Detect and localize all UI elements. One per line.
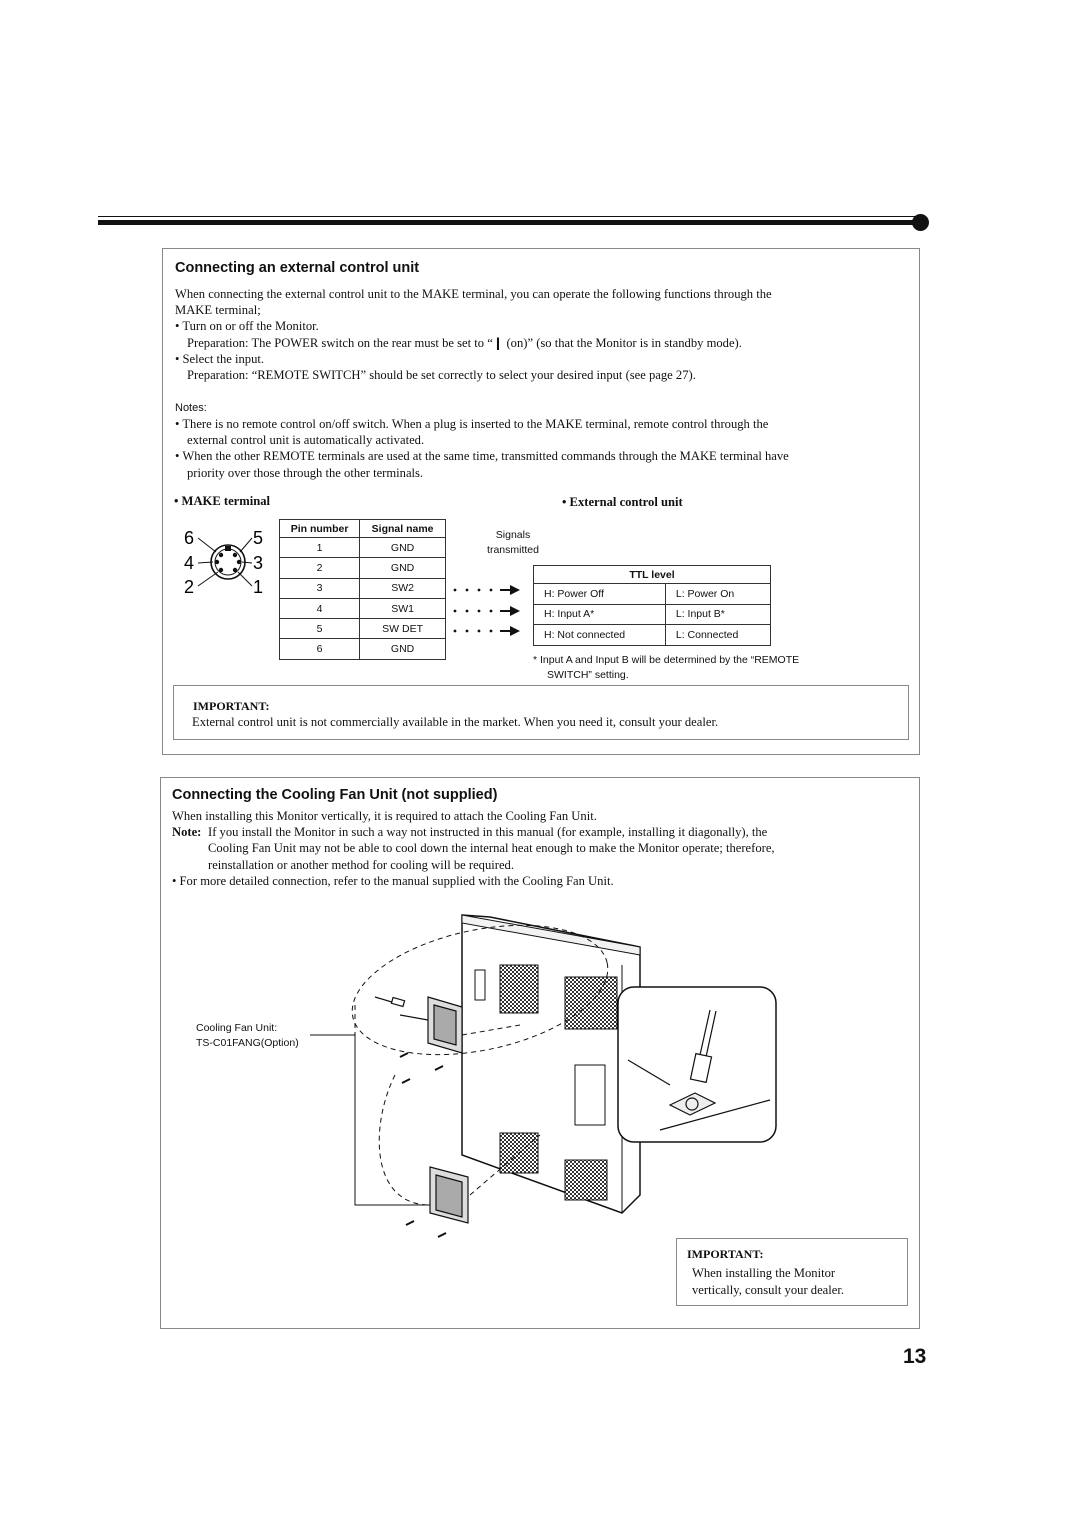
note-line-2: Cooling Fan Unit may not be able to cool down the internal heat enough to make the Monitor operate; therefore, xyxy=(208,841,775,856)
table-row xyxy=(534,584,771,605)
ttl-low-cell: L: Connected xyxy=(665,625,770,646)
note-line-3: reinstallation or another method for cooling will be required. xyxy=(208,857,515,872)
pin-number-header: Pin number xyxy=(280,520,360,538)
external-intro-line-1: When connecting the external control unit to the MAKE terminal, you can operate the following functions through the xyxy=(175,287,772,301)
table-row xyxy=(534,625,771,646)
note-label: Note: xyxy=(172,825,202,840)
pin-number: 6 xyxy=(280,639,360,659)
important-title: IMPORTANT: xyxy=(687,1247,764,1261)
signals-label-line-2: transmitted xyxy=(487,544,539,556)
table-row xyxy=(280,578,446,598)
important-box-external xyxy=(173,685,909,740)
ttl-table-header xyxy=(534,566,771,584)
bullet-turn-on: • Turn on or off the Monitor. xyxy=(175,319,319,334)
connector-digit: 4 xyxy=(184,553,195,573)
table-row xyxy=(280,558,446,578)
signal-name-header: Signal name xyxy=(360,520,446,538)
connector-digit: 2 xyxy=(184,577,195,597)
footnote-line-2: SWITCH” setting. xyxy=(547,669,629,681)
ttl-level-header: TTL level xyxy=(534,566,771,584)
important-text xyxy=(692,1265,844,1298)
external-heading: Connecting an external control unit xyxy=(175,260,420,276)
ttl-high-cell: H: Power Off xyxy=(534,584,666,605)
table-row xyxy=(280,598,446,618)
connector-digit: 3 xyxy=(253,553,264,573)
cooling-bullet: • For more detailed connection, refer to the manual supplied with the Cooling Fan Unit. xyxy=(172,873,614,888)
note-2-line-2: priority over those through the other terminals. xyxy=(187,465,424,480)
external-intro xyxy=(175,286,905,383)
signal-name: SW2 xyxy=(360,578,446,598)
table-row xyxy=(280,639,446,659)
top-rule xyxy=(98,220,926,225)
signal-arrows xyxy=(450,580,530,640)
connector-digit: 6 xyxy=(184,528,195,548)
cooling-text xyxy=(172,808,912,889)
top-rule-dot xyxy=(912,214,929,231)
note-1-line-1: • There is no remote control on/off switch. When a plug is inserted to the MAKE terminal, remote control through the xyxy=(175,417,769,431)
table-row xyxy=(534,604,771,625)
page-number: 13 xyxy=(903,1345,927,1368)
pin-number: 2 xyxy=(280,558,360,578)
external-unit-label: • External control unit xyxy=(562,495,683,509)
signal-name: GND xyxy=(360,639,446,659)
ttl-low-cell: L: Power On xyxy=(665,584,770,605)
note-2-line-1: • When the other REMOTE terminals are used at the same time, transmitted commands through the MAKE terminal have xyxy=(175,449,789,464)
ttl-high-cell: H: Not connected xyxy=(534,625,666,646)
important-box-cooling xyxy=(676,1238,908,1306)
important-line-2: vertically, consult your dealer. xyxy=(692,1282,845,1297)
important-line-1: When installing the Monitor xyxy=(692,1266,836,1280)
cooling-heading: Connecting the Cooling Fan Unit (not supplied) xyxy=(172,787,498,803)
signal-name: SW1 xyxy=(360,598,446,618)
make-connector-diagram xyxy=(180,524,280,604)
pin-number: 5 xyxy=(280,619,360,639)
connector-digit: 5 xyxy=(253,528,264,548)
notes-label: Notes: xyxy=(175,402,207,414)
important-text: External control unit is not commercially available in the market. When you need it, consult your dealer. xyxy=(192,715,719,729)
connector-digit: 1 xyxy=(253,577,264,597)
important-title: IMPORTANT: xyxy=(193,699,270,713)
top-rule-thin xyxy=(98,216,926,217)
signal-name: GND xyxy=(360,558,446,578)
signal-name: SW DET xyxy=(360,619,446,639)
signal-name: GND xyxy=(360,538,446,558)
pin-number: 1 xyxy=(280,538,360,558)
table-row xyxy=(280,619,446,639)
pin-number: 4 xyxy=(280,598,360,618)
monitor-rear-illustration xyxy=(310,905,790,1255)
external-intro-line-2: MAKE terminal; xyxy=(175,303,261,318)
ttl-high-cell: H: Input A* xyxy=(534,604,666,625)
preparation-power: Preparation: The POWER switch on the rear must be set to “❙ (on)” (so that the Monitor is in standby mode). xyxy=(187,335,742,350)
note-1-line-2: external control unit is automatically activated. xyxy=(187,433,425,448)
fan-label-line-2: TS-C01FANG(Option) xyxy=(196,1037,299,1049)
ttl-low-cell: L: Input B* xyxy=(665,604,770,625)
pin-number: 3 xyxy=(280,578,360,598)
preparation-remote: Preparation: “REMOTE SWITCH” should be set correctly to select your desired input (see page 27). xyxy=(187,368,696,383)
pin-table-header xyxy=(280,520,446,538)
signals-transmitted-label xyxy=(478,528,548,558)
ttl-footnote xyxy=(533,653,799,683)
bullet-select-input: • Select the input. xyxy=(175,351,265,366)
table-row xyxy=(280,538,446,558)
signals-label-line-1: Signals xyxy=(495,529,531,541)
cooling-fan-label xyxy=(196,1021,299,1051)
cooling-note xyxy=(172,824,912,873)
footnote-line-1: * Input A and Input B will be determined by the “REMOTE xyxy=(533,654,800,666)
pin-table xyxy=(279,519,446,660)
note-line-1: If you install the Monitor in such a way not instructed in this manual (for example, installing it diagonally), the xyxy=(208,825,768,840)
fan-label-line-1: Cooling Fan Unit: xyxy=(196,1022,278,1034)
make-terminal-label: • MAKE terminal xyxy=(174,494,271,508)
cooling-intro: When installing this Monitor vertically, it is required to attach the Cooling Fan Unit. xyxy=(172,809,597,823)
notes-list xyxy=(175,416,905,481)
ttl-table xyxy=(533,565,771,646)
